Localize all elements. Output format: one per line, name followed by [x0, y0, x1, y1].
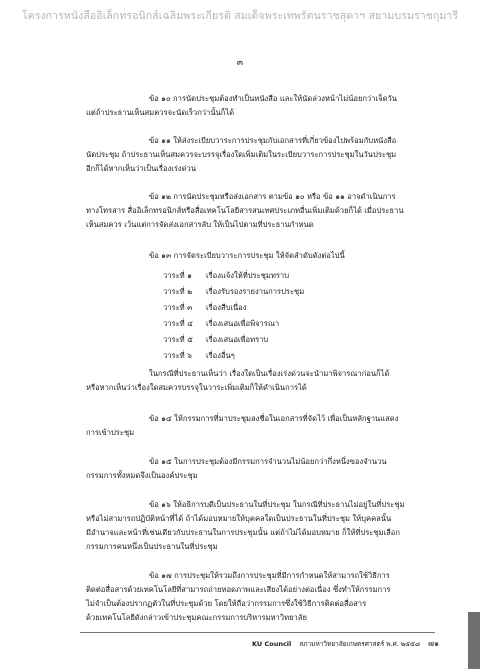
- article-14-line-1: ข้อ ๑๔ ให้กรรมการที่มาประชุมลงชื่อในเอกสารที่จัดไว้ เพื่อเป็นหลักฐานแสดง: [149, 414, 399, 423]
- agenda-label: วาระที่ ๕: [163, 335, 193, 344]
- agenda-text: เรื่องอื่นๆ: [206, 351, 235, 360]
- footer-brand: KU Council: [252, 639, 292, 648]
- footer-page-number: ๗๑: [428, 639, 440, 648]
- agenda-label: วาระที่ ๒: [163, 287, 193, 296]
- article-10-line-1: ข้อ ๑๐ การนัดประชุมต้องทำเป็นหนังสือ และให้นัดล่วงหน้าไม่น้อยกว่าเจ็ดวัน: [149, 94, 397, 103]
- page-number: ๓: [236, 58, 244, 68]
- header-watermark: โครงการหนังสืออิเล็กทรอนิกส์เฉลิมพระเกียรติ สมเด็จพระเทพรัตนราชสุดาฯ สยามบรมราชกุมารี: [21, 10, 459, 22]
- article-12-line-1: ข้อ ๑๒ การนัดประชุมหรือส่งเอกสาร ตามข้อ ๑๐ หรือ ข้อ ๑๑ อาจดำเนินการ: [149, 192, 396, 201]
- agenda-item: [163, 300, 304, 316]
- page-edge-bar: [468, 612, 480, 669]
- agenda-list: [163, 268, 304, 364]
- article-16-line-4: กรรมการคนหนึ่งเป็นประธานในที่ประชุม: [86, 542, 218, 551]
- article-15-line-1: ข้อ ๑๕ ในการประชุมต้องมีกรรมการจำนวนไม่น้อยกว่ากึ่งหนึ่งของจำนวน: [149, 457, 387, 466]
- article-17-line-4: ด้วยเทคโนโลยีดังกล่าวเข้าประชุมคณะกรรมการบริหารมหาวิทยาลัย: [86, 613, 307, 622]
- article-14-line-2: การเข้าประชุม: [86, 428, 135, 437]
- agenda-item: [163, 284, 304, 300]
- footer-text: สภามหาวิทยาลัยเกษตรศาสตร์ พ.ศ. ๒๕๕๘: [299, 639, 420, 648]
- article-17-line-1: ข้อ ๑๗ การประชุมให้รวมถึงการประชุมที่มีการกำหนดให้สามารถใช้วิธีการ: [149, 571, 390, 580]
- article-15-line-2: กรรมการทั้งหมดจึงเป็นองค์ประชุม: [86, 471, 198, 480]
- article-17-line-2: ติดต่อสื่อสารด้วยเทคโนโลยีที่สามารถถ่ายทอดภาพและเสียงได้อย่างต่อเนื่อง ซึ่งทำให้กรรมการ: [86, 585, 391, 594]
- article-16-line-3: มีอำนาจและหน้าที่เช่นเดียวกับประธานในการประชุมนั้น แต่ถ้าไม่ได้มอบหมาย ก็ให้ที่ประชุมเลือก: [86, 528, 400, 537]
- footer: [252, 637, 439, 650]
- article-12-line-3: เห็นสมควร เว้นแต่การจัดส่งเอกสารลับ ให้เป็นไปตามที่ประธานกำหนด: [86, 220, 314, 229]
- agenda-item: [163, 348, 304, 364]
- agenda-label: วาระที่ ๓: [163, 303, 193, 312]
- article-13-line-1: ข้อ ๑๓ การจัดระเบียบวาระการประชุม ให้จัดลำดับดังต่อไปนี้: [149, 251, 345, 260]
- agenda-text: เรื่องเสนอเพื่อพิจารณา: [206, 319, 280, 328]
- article-13-after-line-1: ในกรณีที่ประธานเห็นว่า เรื่องใดเป็นเรื่องเร่งด่วนจะนำมาพิจารณาก่อนก็ได้: [149, 369, 390, 378]
- agenda-text: เรื่องรับรองรายงานการประชุม: [206, 287, 305, 296]
- agenda-label: วาระที่ ๔: [163, 319, 193, 328]
- article-16-line-1: ข้อ ๑๖ ให้อธิการบดีเป็นประธานในที่ประชุม ในกรณีที่ประธานไม่อยู่ในที่ประชุม: [149, 500, 405, 509]
- agenda-item: [163, 316, 304, 332]
- article-13-after-line-2: หรือหากเห็นว่าเรื่องใดสมควรบรรจุในวาระเพิ่มเติมก็ให้ดำเนินการได้: [86, 383, 307, 392]
- agenda-label: วาระที่ ๑: [163, 271, 192, 280]
- article-17-line-3: ไม่จำเป็นต้องปรากฏตัวในที่ประชุมด้วย โดยให้ถือว่ากรรมการซึ่งใช้วิธีการติดต่อสื่อสาร: [86, 599, 367, 608]
- article-16-line-2: หรือไม่สามารถปฏิบัติหน้าที่ได้ ถ้าได้มอบหมายให้บุคคลใดเป็นประธานในที่ประชุม ให้บุคคลนั้น: [86, 514, 392, 523]
- article-11-line-1: ข้อ ๑๑ ให้ส่งระเบียบวาระการประชุมกับเอกสารที่เกี่ยวข้องไปพร้อมกับหนังสือ: [149, 136, 397, 145]
- agenda-item: [163, 268, 304, 284]
- article-10-line-2: แต่ถ้าประธานเห็นสมควรจะนัดเร็วกว่านั้นก็ได้: [86, 108, 235, 117]
- footer-rule: [80, 632, 435, 633]
- article-11-line-3: อีกก็ได้หากเห็นว่าเป็นเรื่องเร่งด่วน: [86, 164, 197, 173]
- article-12-line-2: ทางโทรสาร สื่ออิเล็กทรอนิกส์หรือสื่อเทคโนโลยีสารสนเทศประเภทอื่นเพิ่มเติมด้วยก็ได้ เมื่อประธาน: [86, 206, 404, 215]
- agenda-item: [163, 332, 304, 348]
- agenda-text: เรื่องสืบเนื่อง: [206, 303, 247, 312]
- agenda-text: เรื่องแจ้งให้ที่ประชุมทราบ: [206, 271, 290, 280]
- agenda-label: วาระที่ ๖: [163, 351, 192, 360]
- agenda-text: เรื่องเสนอเพื่อทราบ: [206, 335, 269, 344]
- article-11-line-2: นัดประชุม ถ้าประธานเห็นสมควรจะบรรจุเรื่องใดเพิ่มเติมในระเบียบวาระการประชุมในวันประชุม: [86, 150, 397, 159]
